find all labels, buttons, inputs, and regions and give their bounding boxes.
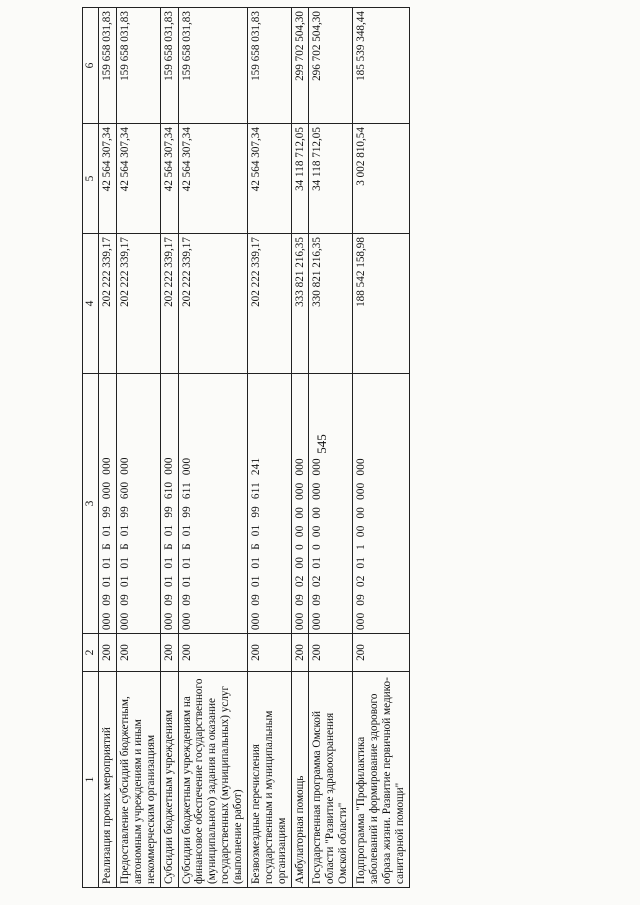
row-amount-col6-cell: 159 658 031,83	[160, 8, 178, 124]
row-amount-col5-cell: 42 564 307,34	[160, 124, 178, 234]
row-name-cell: Безвозмездные перечисления государственным и муниципальным организациям	[247, 672, 291, 888]
row-name-cell: Подпрограмма "Профилактика заболеваний и формирование здорового образа жизни. Развитие первичной медико-санитарной помощи"	[353, 672, 410, 888]
row-name-cell: Предоставление субсидий бюджетным, автономным учреждениям и иным некоммерческим организациям	[117, 672, 161, 888]
table-row	[99, 8, 117, 888]
row-classification-code-cell: 000 09 01 01 Б 01 99 611 000	[178, 374, 247, 634]
table-row	[178, 8, 247, 888]
row-amount-col4-cell: 202 222 339,17	[117, 234, 161, 374]
row-name-cell: Реализация прочих мероприятий	[99, 672, 117, 888]
row-name-cell: Субсидии бюджетным учреждениям на финансовое обеспечение государственного (муниципального) задания на оказание государственных (муниципальных) услуг (выполнение работ)	[178, 672, 247, 888]
row-amount-col5-cell: 34 118 712,05	[309, 124, 353, 234]
row-name-cell: Субсидии бюджетным учреждениям	[160, 672, 178, 888]
table-row	[291, 8, 309, 888]
row-amount-col4-cell: 330 821 216,35	[309, 234, 353, 374]
header-row	[83, 8, 99, 888]
row-amount-col4-cell: 188 542 158,98	[353, 234, 410, 374]
row-amount-col4-cell: 202 222 339,17	[178, 234, 247, 374]
row-classification-code-cell: 000 09 01 01 Б 01 99 611 241	[247, 374, 291, 634]
row-code-group-cell: 200	[99, 634, 117, 672]
row-amount-col5-cell: 42 564 307,34	[117, 124, 161, 234]
budget-table	[82, 7, 410, 888]
row-code-group-cell: 200	[353, 634, 410, 672]
table-row	[247, 8, 291, 888]
row-amount-col4-cell: 202 222 339,17	[247, 234, 291, 374]
row-code-group-cell: 200	[291, 634, 309, 672]
row-amount-col5-cell: 42 564 307,34	[99, 124, 117, 234]
row-amount-col6-cell: 185 539 348,44	[353, 8, 410, 124]
row-code-group-cell: 200	[309, 634, 353, 672]
row-name-cell: Амбулаторная помощь	[291, 672, 309, 888]
row-code-group-cell: 200	[160, 634, 178, 672]
table-row	[309, 8, 353, 888]
header-cell: 4	[83, 234, 99, 374]
row-classification-code-cell: 000 09 01 01 Б 01 99 000 000	[99, 374, 117, 634]
row-classification-code-cell: 000 09 02 01 0 00 00 000 000	[309, 374, 353, 634]
row-classification-code-cell: 000 09 02 00 0 00 00 000 000	[291, 374, 309, 634]
budget-table-sheet	[82, 8, 627, 888]
row-amount-col5-cell: 3 002 810,54	[353, 124, 410, 234]
row-name-cell: Государственная программа Омской области "Развитие здравоохранения Омской области"	[309, 672, 353, 888]
row-amount-col6-cell: 159 658 031,83	[117, 8, 161, 124]
row-amount-col6-cell: 299 702 504,30	[291, 8, 309, 124]
header-cell: 5	[83, 124, 99, 234]
row-classification-code-cell: 000 09 01 01 Б 01 99 610 000	[160, 374, 178, 634]
row-amount-col6-cell: 159 658 031,83	[99, 8, 117, 124]
header-cell: 3	[83, 374, 99, 634]
row-amount-col6-cell: 159 658 031,83	[247, 8, 291, 124]
header-cell: 1	[83, 672, 99, 888]
table-row	[353, 8, 410, 888]
table-row	[117, 8, 161, 888]
header-cell: 6	[83, 8, 99, 124]
row-amount-col5-cell: 34 118 712,05	[291, 124, 309, 234]
row-amount-col5-cell: 42 564 307,34	[247, 124, 291, 234]
row-code-group-cell: 200	[178, 634, 247, 672]
row-amount-col6-cell: 159 658 031,83	[178, 8, 247, 124]
row-amount-col4-cell: 202 222 339,17	[160, 234, 178, 374]
row-classification-code-cell: 000 09 02 01 1 00 00 000 000	[353, 374, 410, 634]
header-cell: 2	[83, 634, 99, 672]
row-amount-col5-cell: 42 564 307,34	[178, 124, 247, 234]
page-number: 545	[313, 434, 329, 454]
row-amount-col4-cell: 202 222 339,17	[99, 234, 117, 374]
row-amount-col4-cell: 333 821 216,35	[291, 234, 309, 374]
row-code-group-cell: 200	[117, 634, 161, 672]
row-classification-code-cell: 000 09 01 01 Б 01 99 600 000	[117, 374, 161, 634]
table-row	[160, 8, 178, 888]
row-amount-col6-cell: 296 702 504,30	[309, 8, 353, 124]
row-code-group-cell: 200	[247, 634, 291, 672]
